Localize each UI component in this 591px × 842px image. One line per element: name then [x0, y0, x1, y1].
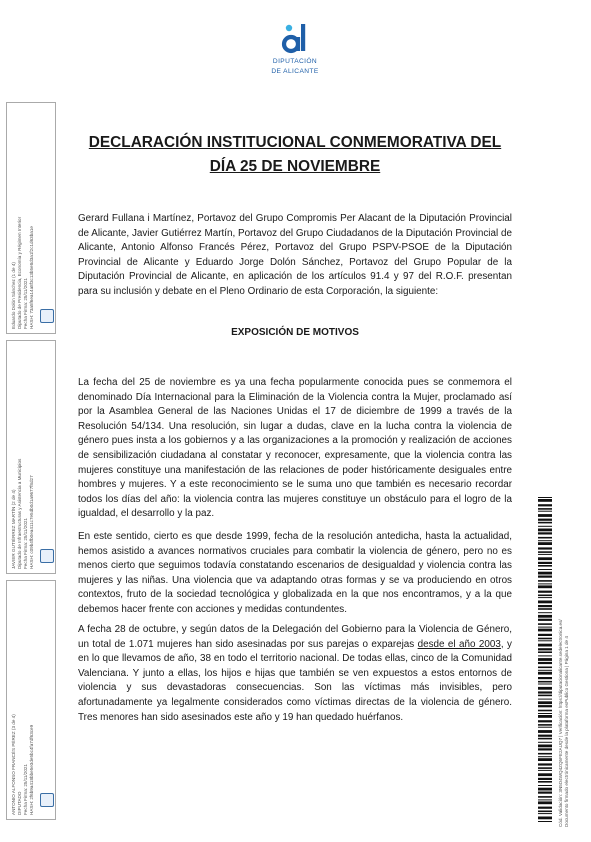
barcode-bar — [538, 638, 552, 640]
signature-block-1 — [6, 102, 56, 334]
barcode-bar — [538, 508, 552, 510]
verification-text: Cód. Validación: 3N5D4WQ4ZQ5FE2AUQ7 | Verificación: https://diputacionalicante.sedelectronica.es/ Documento firmado electrónicamente desde la plataforma esPublico Gestiona | Página 1 de 4 — [558, 619, 569, 827]
barcode-bar — [538, 499, 552, 502]
signature-text-1: Eduardo Dolón Sánchez (1 de 4) Diputado de Presidencia, Economía y Régimen Interior Fecha Firma: 25/11/2021 HASH: 73a5f6ea14a8f3c13b5e8d3a1f2c1d63ba1e — [11, 216, 34, 329]
barcode-bar — [538, 651, 552, 653]
barcode-bar — [538, 662, 552, 664]
barcode-bar — [538, 742, 552, 743]
barcode-bar — [538, 735, 552, 737]
barcode-bar — [538, 605, 552, 607]
org-name-line2: DE ALICANTE — [271, 67, 319, 75]
barcode-bar — [538, 758, 552, 761]
barcode-bar — [538, 514, 552, 517]
barcode-bar — [538, 767, 552, 769]
barcode-bar — [538, 532, 552, 534]
barcode-bar — [538, 554, 552, 555]
barcode-bar — [538, 785, 552, 786]
section-heading: EXPOSICIÓN DE MOTIVOS — [231, 327, 359, 338]
paragraph-3 — [78, 623, 512, 725]
barcode-bar — [538, 715, 552, 718]
barcode-bar — [538, 615, 552, 618]
barcode-bar — [538, 667, 552, 669]
barcode-bar — [538, 619, 552, 621]
barcode-bar — [538, 813, 552, 814]
barcode-bar — [538, 580, 552, 582]
barcode-bar — [538, 713, 552, 714]
paragraph-3-underlined: desde el año 2003 — [417, 638, 501, 650]
barcode-bar — [538, 681, 552, 683]
barcode-bar — [538, 569, 552, 570]
institution-logo — [262, 22, 328, 76]
barcode-bar — [538, 727, 552, 728]
barcode-bar — [538, 720, 552, 722]
barcode-bar — [538, 770, 552, 771]
barcode-bar — [538, 601, 552, 604]
barcode-bar — [538, 796, 552, 798]
title-line-1: DECLARACIÓN INSTITUCIONAL CONMEMORATIVA DEL — [88, 134, 502, 151]
barcode-bar — [538, 595, 552, 597]
barcode-bar — [538, 540, 552, 541]
seal-icon — [40, 549, 54, 563]
barcode-bar — [538, 724, 552, 726]
signature-text-3: ANTONIO ALFONSO FRANCÉS PÉREZ (3 de 4) DIPUTADO Fecha Firma: 25/11/2021 HASH: 2f6b9a418bbe5e3de5bc4fa7df63ce9 — [11, 714, 34, 815]
barcode-bar — [538, 701, 552, 704]
intro-paragraph: Gerard Fullana i Martínez, Portavoz del Grupo Compromis Per Alacant de la Diputación Provincial de Alicante, Javier Gutiérrez Martín, Portavoz del Grupo Ciudadanos de la Diputación Provincial de Alicante, Antonio Alfonso Francés Pérez, Portavoz del Grupo PSPV-PSOE de la Diputación Provincial de Alicante y Eduardo Jorge Dolón Sánchez, Portavoz del Grupo Popular de la Diputación Provincial de Alicante, en aplicación de los artículos 91.4 y 97 del R.O.F. presentan para su inclusión y debate en el Pleno Ordinario de esta Corporación, la siguiente: — [78, 213, 512, 297]
paragraph-1: La fecha del 25 de noviembre es ya una fecha popularmente conocida pues se conmemora el denominado Día Internacional para la Eliminación de la Violencia contra la Mujer, proclamado así por la Asamblea General de las Naciones Unidas el 17 de diciembre de 1999 a través de la Resolución 54/134. Una resolución, sin lugar a dudas, clave en la lucha contra la violencia de género pues insta a los gobiernos y a las organizaciones a la promoción y realización de acciones de sensibilización ciudadana al constatar y reconocer, expresamente, que la violencia contra las mujeres constituye una manifestación de las relaciones de poder históricamente desiguales entre hombres y mujeres. Y a este reconocimiento se le suma uno que también es necesario recordar todos los días del año: la violencia contra las mujeres constituye un obstáculo para el logro de la igualdad, el desarrollo y la paz. — [78, 377, 512, 520]
barcode-bar — [538, 756, 552, 757]
barcode-bar — [538, 705, 552, 707]
barcode-bar — [538, 763, 552, 765]
barcode-bar — [538, 497, 552, 498]
barcode-bar — [538, 695, 552, 697]
barcode-bar — [538, 658, 552, 661]
barcode-bar — [538, 551, 552, 553]
barcode-bar — [538, 572, 552, 575]
barcode-bar — [538, 511, 552, 512]
signature-block-3 — [6, 580, 56, 820]
barcode-bar — [538, 691, 552, 693]
barcode-bar — [538, 811, 552, 813]
barcode-bar — [538, 629, 552, 632]
barcode-bar — [538, 792, 552, 794]
document-title — [70, 131, 520, 179]
barcode-bar — [538, 677, 552, 679]
barcode-bar — [538, 799, 552, 800]
barcode-bar — [538, 542, 552, 545]
barcode-bar — [538, 519, 552, 521]
barcode-bar — [538, 562, 552, 564]
barcode-bar — [538, 748, 552, 750]
barcode-bar — [538, 684, 552, 685]
barcode-bar — [538, 781, 552, 783]
barcode-bar — [538, 753, 552, 755]
barcode-bar — [538, 699, 552, 700]
barcode-bar — [538, 648, 552, 650]
barcode-bar — [538, 687, 552, 690]
barcode-bar — [538, 522, 552, 524]
barcode-bar — [538, 801, 552, 804]
barcode-bar — [538, 565, 552, 567]
paragraph-2: En este sentido, cierto es que desde 1999, fecha de la resolución antedicha, hasta la actualidad, hemos asistido a avances normativos cruciales para combatir la violencia de género, pero no es menos cierto que seguimos todavía constatando escenarios de desigualdad y violencia contra las mujeres y las niñas. Una violencia que va adaptando otras formas y se va produciendo en otros contextos, fruto de la sociedad tecnológica y globalizada en la que nos encontramos, y a la que debemos hacer frente con acciones y medidas contundentes. — [78, 531, 512, 615]
barcode-bar — [538, 537, 552, 539]
barcode-bar — [538, 670, 552, 671]
barcode-bar — [538, 612, 552, 613]
barcode-bar — [538, 608, 552, 610]
barcode-bar — [538, 821, 552, 822]
barcode-bar — [538, 576, 552, 578]
barcode-bar — [538, 547, 552, 549]
barcode-bar — [538, 817, 552, 820]
signature-text-2: JAVIER GUTIÉRREZ MARTÍN (2 de 4) Diputado de Infraestructuras y Asistencia a Municipios Fecha Firma: 25/11/2021 HASH: c09b4fb0ea411c7e5db0d1a9677f8d27 — [11, 458, 34, 569]
barcode-bar — [538, 738, 552, 740]
barcode-bar — [538, 672, 552, 675]
barcode-bar — [538, 778, 552, 780]
barcode-bar — [538, 585, 552, 588]
title-line-2: DÍA 25 DE NOVIEMBRE — [209, 158, 381, 175]
barcode-icon — [538, 497, 552, 822]
barcode-bar — [538, 730, 552, 733]
paragraph-3-part-b: , y en lo que llevamos de año, 38 en todo el territorio nacional. De todas ellas, cinco de la Comunidad Valenciana. Y junto a ellas, los hijos e hijas que también se ven expuestos a estos entornos de violencia y sus devastadoras consecuencias. Son las víctimas más invisibles, pero afortunadamente ya legalmente considerados como víctimas directas de la violencia de género. Tres menores han sido asesinados este año y 19 han quedado huérfanos. — [78, 638, 512, 723]
paragraph-3-part-a: A fecha 28 de octubre, y según datos de la Delegación del Gobierno para la Violencia de Género, un total de 1.071 mujeres han sido asesinadas por sus parejas o exparejas — [78, 624, 512, 650]
barcode-bar — [538, 773, 552, 776]
barcode-bar — [538, 710, 552, 712]
barcode-bar — [538, 807, 552, 809]
org-name-line1: DIPUTACIÓN — [272, 58, 318, 65]
barcode-bar — [538, 504, 552, 506]
barcode-bar — [538, 529, 552, 532]
barcode-bar — [538, 583, 552, 584]
barcode-bar — [538, 597, 552, 598]
barcode-bar — [538, 627, 552, 628]
barcode-bar — [538, 788, 552, 791]
barcode-bar — [538, 640, 552, 641]
barcode-bar — [538, 557, 552, 560]
barcode-bar — [538, 644, 552, 647]
seal-icon — [40, 309, 54, 323]
signature-block-2 — [6, 340, 56, 574]
barcode-bar — [538, 526, 552, 527]
seal-icon — [40, 793, 54, 807]
barcode-bar — [538, 591, 552, 593]
barcode-bar — [538, 634, 552, 636]
barcode-bar — [538, 623, 552, 625]
diputacion-logo-icon — [278, 22, 312, 56]
barcode-bar — [538, 655, 552, 656]
barcode-bar — [538, 745, 552, 748]
